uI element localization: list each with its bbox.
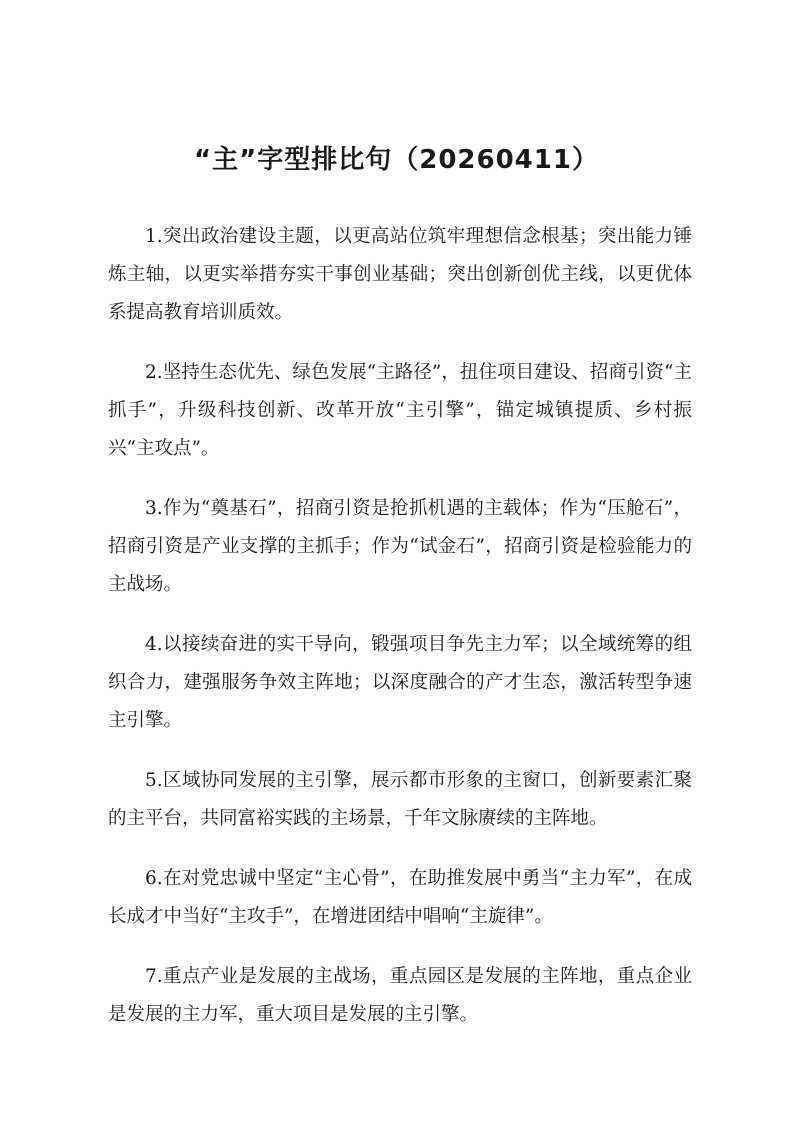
paragraph-4: 4.以接续奋进的实干导向，锻强项目争先主力军；以全域统筹的组织合力，建强服务争效主阵地；以深度融合的产才生态，激活转型争速主引擎。 bbox=[108, 634, 692, 731]
paragraph-3: 3.作为“奠基石”，招商引资是抢抓机遇的主载体；作为“压舱石”，招商引资是产业支撑的主抓手；作为“试金石”，招商引资是检验能力的主战场。 bbox=[108, 498, 692, 595]
paragraph-6: 6.在对党忠诚中坚定“主心骨”，在助推发展中勇当“主力军”，在成长成才中当好“主攻手”，在增进团结中唱响“主旋律”。 bbox=[108, 868, 692, 927]
paragraph-2: 2.坚持生态优先、绿色发展“主路径”，扭住项目建设、招商引资“主抓手”，升级科技创新、改革开放“主引擎”，锚定城镇提质、乡村振兴“主攻点”。 bbox=[108, 362, 692, 459]
paragraph-1: 1.突出政治建设主题，以更高站位筑牢理想信念根基；突出能力锤炼主轴，以更实举措夯实干事创业基础；突出创新创优主线，以更优体系提高教育培训质效。 bbox=[108, 226, 692, 323]
document-title: “主”字型排比句（20260411） bbox=[194, 145, 599, 175]
paragraph-7: 7.重点产业是发展的主战场，重点园区是发展的主阵地，重点企业是发展的主力军，重大项目是发展的主引擎。 bbox=[108, 966, 692, 1025]
paragraph-5: 5.区域协同发展的主引擎，展示都市形象的主窗口，创新要素汇聚的主平台，共同富裕实践的主场景，千年文脉赓续的主阵地。 bbox=[108, 770, 692, 829]
document-body bbox=[108, 218, 692, 1056]
